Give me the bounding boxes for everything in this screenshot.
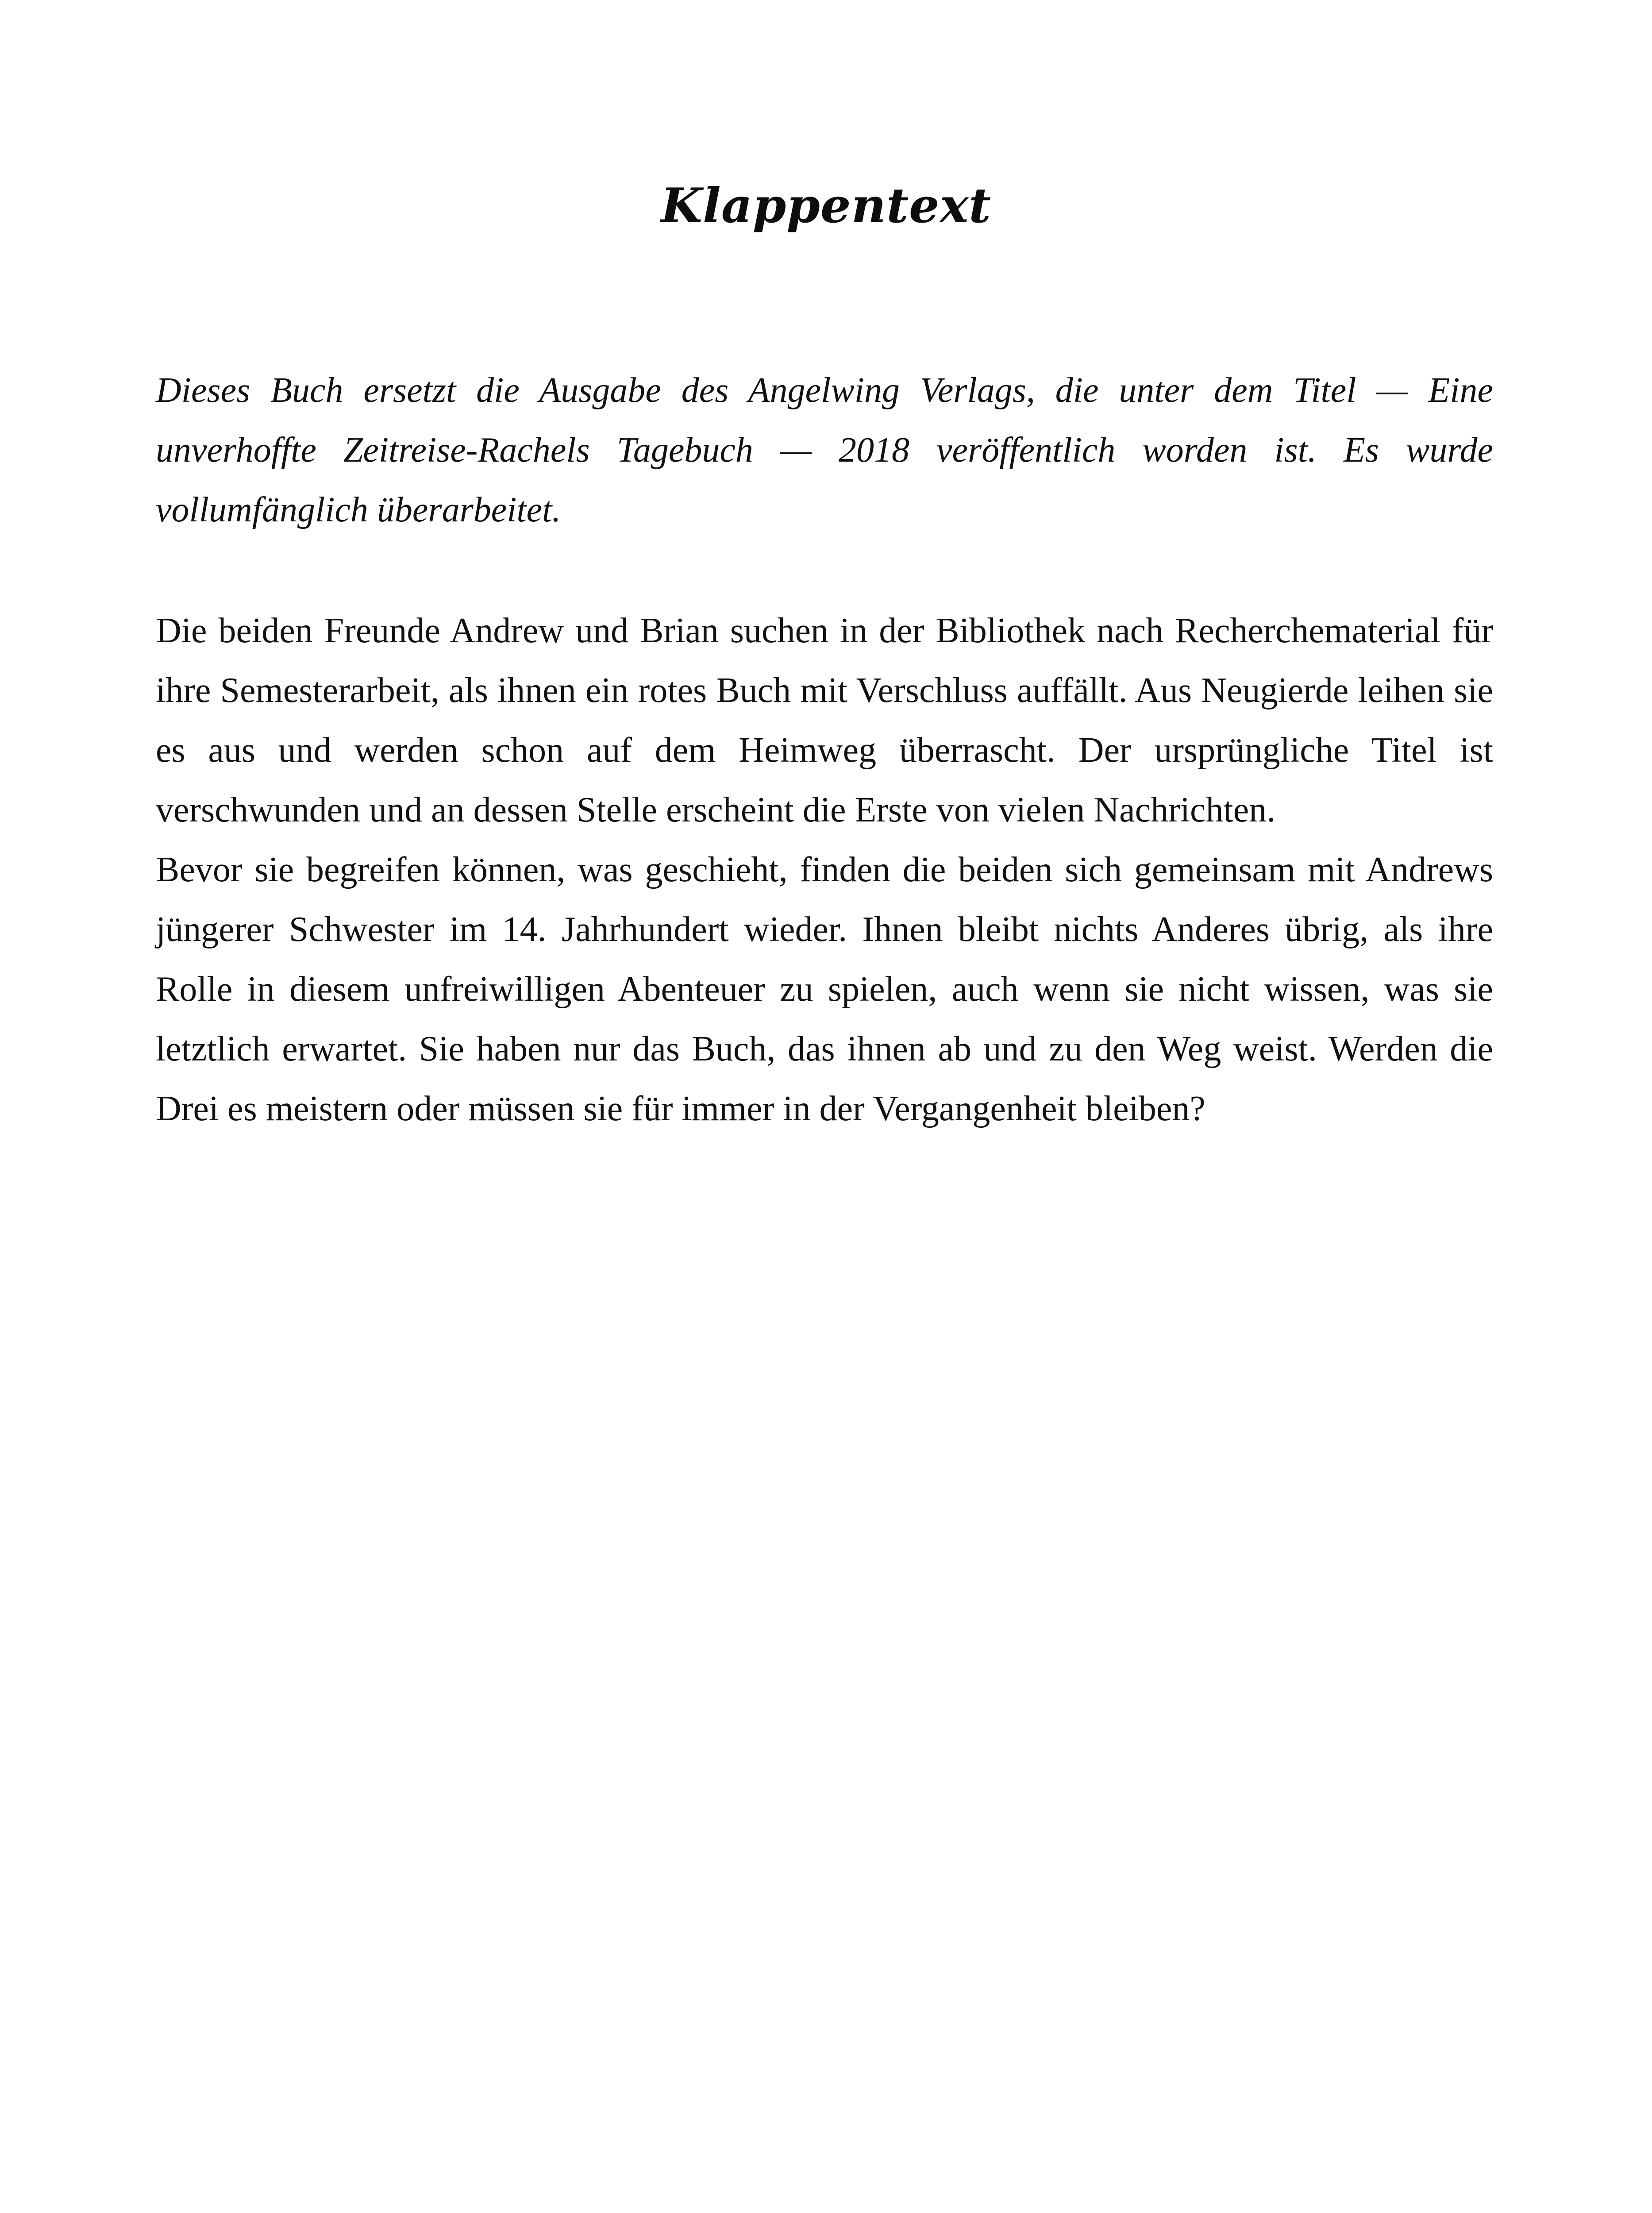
synopsis-paragraph-2: Bevor sie begreifen können, was geschieht, finden die beiden sich gemeinsam mit Andrews jüngerer Schwester im 14. Jahrhundert wieder. Ihnen bleibt nichts Anderes übrig, als ihre Rolle in diesem unfreiwilligen Abenteuer zu spielen, auch wenn sie nicht wissen, was sie letztlich erwartet. Sie haben nur das Buch, das ihnen ab und zu den Weg weist. Werden die Drei es meistern oder müssen sie für immer in der Vergangenheit bleiben?	[156, 850, 1493, 1128]
edition-note-paragraph: Dieses Buch ersetzt die Ausgabe des Angelwing Verlags, die unter dem Titel — Eine unverhoffte Zeitreise-Rachels Tagebuch — 2018 veröffentlich worden ist. Es wurde vollumfänglich überarbeitet.	[156, 371, 1493, 529]
blurb-body	[156, 361, 1493, 1139]
page-title: Klappentext	[660, 178, 991, 234]
synopsis-paragraph-1: Die beiden Freunde Andrew und Brian suchen in der Bibliothek nach Recherchematerial für ihre Semesterarbeit, als ihnen ein rotes Buch mit Verschluss auffällt. Aus Neugierde leihen sie es aus und werden schon auf dem Heimweg überrascht. Der ursprüngliche Titel ist verschwunden und an dessen Stelle erscheint die Erste von vielen Nachrichten.	[156, 611, 1493, 829]
paragraph-spacer	[156, 540, 1493, 601]
